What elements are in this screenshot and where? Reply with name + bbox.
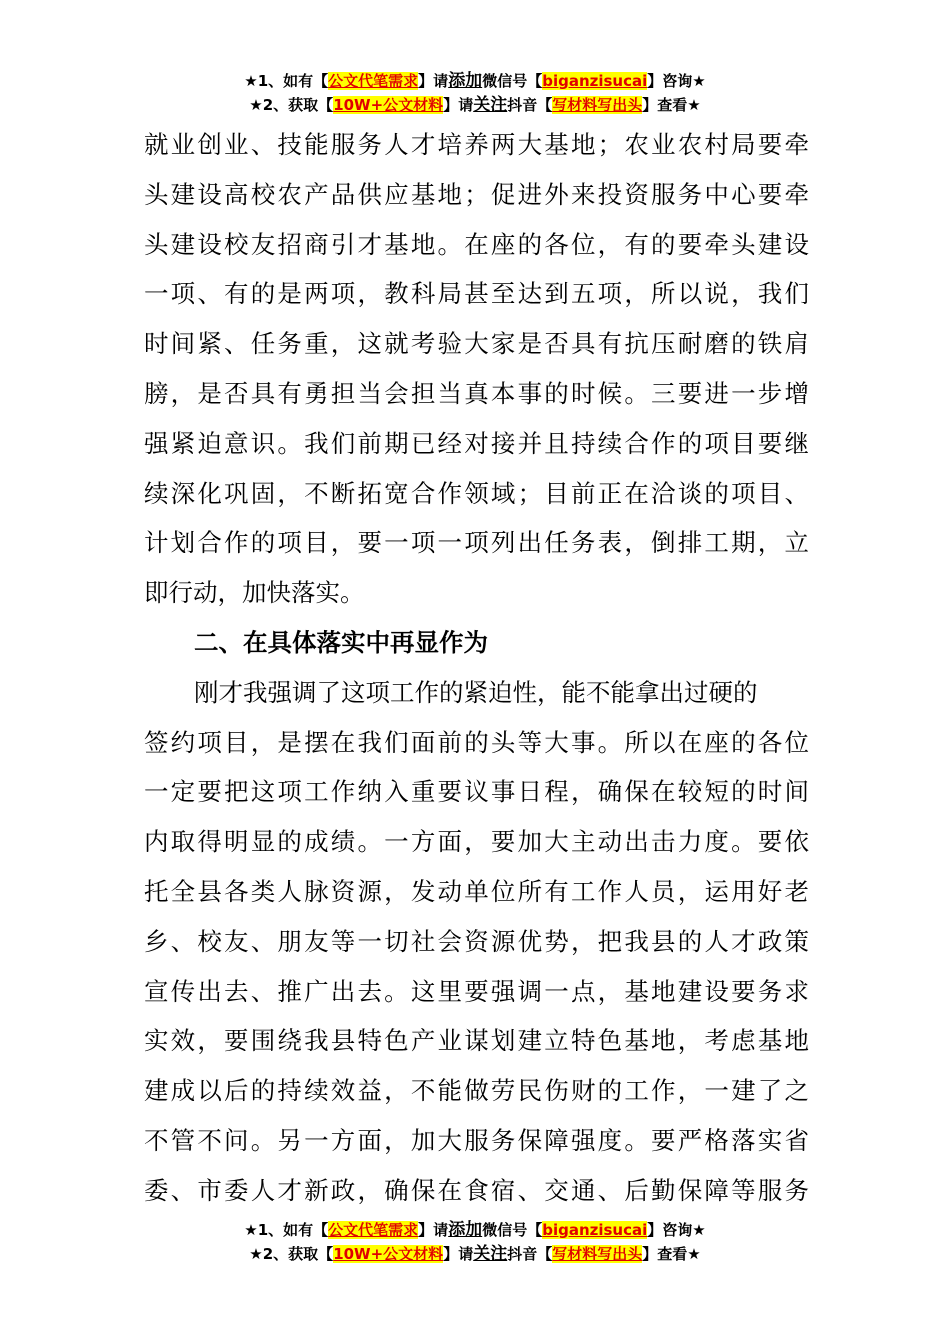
banner-line-2 (0, 1242, 950, 1266)
banner-text: 微信号【 (482, 72, 543, 90)
banner-text: 】查看★ (642, 1245, 701, 1263)
underlined-text: 添加 (448, 71, 483, 91)
banner-text: 】请 (443, 1245, 474, 1263)
text-line: 就业创业、技能服务人才培养两大基地；农业农村局要牵 (144, 130, 809, 159)
text-line: 头建设高校农产品供应基地；促进外来投资服务中心要牵 (144, 179, 809, 209)
text-line: 签约项目，是摆在我们面前的头等大事。所以在座的各位 (144, 727, 809, 757)
text-line: 一项、有的是两项，教科局甚至达到五项，所以说，我们 (144, 279, 809, 309)
banner-line-1 (0, 1218, 950, 1242)
text-line: 刚才我强调了这项工作的紧迫性，能不能拿出过硬的 (194, 677, 758, 707)
banner-text: 】请 (418, 72, 449, 90)
text-line: 宣传出去、推广出去。这里要强调一点，基地建设要务求 (144, 976, 809, 1006)
banner-text: 】咨询★ (647, 72, 706, 90)
banner-text: 】查看★ (642, 96, 701, 114)
highlight-text: 公文代笔需求 (328, 72, 419, 90)
banner-line-2 (0, 93, 950, 117)
wechat-id: biganzisucai (542, 1221, 648, 1239)
document-body (144, 120, 809, 1216)
text-line: 实效，要围绕我县特色产业谋划建立特色基地，考虑基地 (144, 1026, 809, 1056)
banner-text: 】咨询★ (647, 1221, 706, 1239)
banner-text: ★1、如有【 (244, 72, 329, 90)
text-line: 不管不问。另一方面，加大服务保障强度。要严格落实省 (144, 1125, 809, 1155)
banner-line-1 (0, 69, 950, 93)
text-line: 托全县各类人脉资源，发动单位所有工作人员，运用好老 (144, 876, 809, 906)
wechat-id: biganzisucai (542, 72, 648, 90)
text-line: 内取得明显的成绩。一方面，要加大主动出击力度。要依 (144, 827, 809, 857)
text-line: 一定要把这项工作纳入重要议事日程，确保在较短的时间 (144, 777, 809, 807)
text-line: 续深化巩固，不断拓宽合作领域；目前正在洽谈的项目、 (144, 478, 809, 508)
text-line: 乡、校友、朋友等一切社会资源优势，把我县的人才政策 (144, 926, 809, 956)
text-line: 计划合作的项目，要一项一项列出任务表，倒排工期，立 (144, 528, 809, 558)
banner-text: 】请 (418, 1221, 449, 1239)
banner-text: ★2、获取【 (249, 96, 334, 114)
douyin-name: 写材料写出头 (552, 96, 643, 114)
highlight-text: 10W+公文材料 (333, 96, 444, 114)
text-line: 时间紧、任务重，这就考验大家是否具有抗压耐磨的铁肩 (144, 329, 809, 359)
underlined-text: 关注 (473, 95, 508, 115)
text-line: 膀，是否具有勇担当会担当真本事的时候。三要进一步增 (144, 378, 809, 408)
highlight-text: 公文代笔需求 (328, 1221, 419, 1239)
text-line: 即行动，加快落实。 (144, 578, 365, 608)
text-line: 头建设校友招商引才基地。在座的各位，有的要牵头建设 (144, 229, 809, 259)
text-line: 强紧迫意识。我们前期已经对接并且持续合作的项目要继 (144, 428, 809, 458)
underlined-text: 关注 (473, 1244, 508, 1264)
text-line: 委、市委人才新政，确保在食宿、交通、后勤保障等服务 (144, 1175, 809, 1205)
highlight-text: 10W+公文材料 (333, 1245, 444, 1263)
banner-text: ★2、获取【 (249, 1245, 334, 1263)
header-banner (0, 69, 950, 117)
section-heading: 二、在具体落实中再显作为 (194, 627, 488, 657)
banner-text: 】请 (443, 96, 474, 114)
footer-banner (0, 1218, 950, 1266)
text-line: 建成以后的持续效益，不能做劳民伤财的工作，一建了之 (144, 1076, 809, 1106)
banner-text: 抖音【 (507, 1245, 553, 1263)
douyin-name: 写材料写出头 (552, 1245, 643, 1263)
banner-text: ★1、如有【 (244, 1221, 329, 1239)
banner-text: 抖音【 (507, 96, 553, 114)
underlined-text: 添加 (448, 1220, 483, 1240)
banner-text: 微信号【 (482, 1221, 543, 1239)
